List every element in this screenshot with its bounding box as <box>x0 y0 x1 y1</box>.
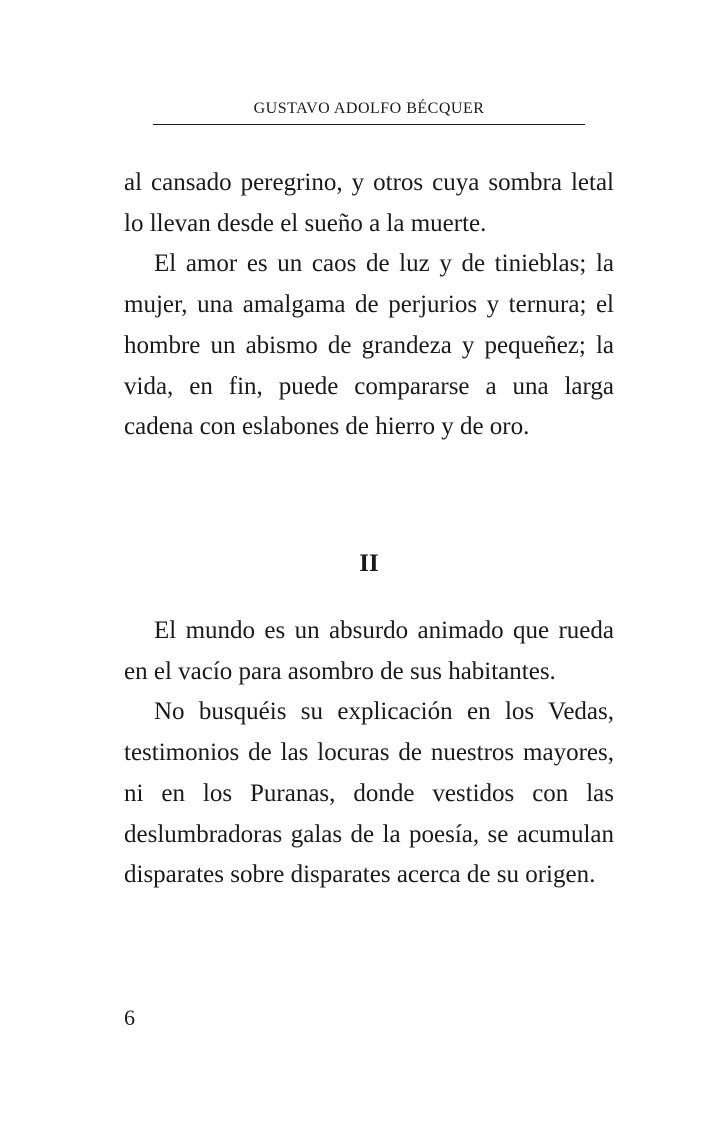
paragraph: El amor es un caos de luz y de tinieblas; la mujer, una amalgama de perjurios y ternura; el hombre un abismo de grandeza y pequeñez; la vida, en fin, puede compararse a una larga cadena con eslabones de hierro y de oro. <box>124 250 614 441</box>
paragraph: El mundo es un absurdo animado que rueda en el vacío para asombro de sus habitantes. <box>124 617 614 685</box>
section-heading: II <box>359 550 379 577</box>
paragraph-continuation: al cansado peregrino, y otros cuya sombra letal lo llevan desde el sueño a la muerte. <box>124 169 614 237</box>
running-header: GUSTAVO ADOLFO BÉCQUER <box>153 100 585 125</box>
text-block-1 <box>124 163 614 448</box>
page-number: 6 <box>124 1005 135 1030</box>
paragraph: No busquéis su explicación en los Vedas, testimonios de las locuras de nuestros mayores, ni en los Puranas, donde vestidos con las deslumbradoras galas de la poesía, se acumulan disparates sobre disparates acerca de su origen. <box>124 698 614 889</box>
text-block-2 <box>124 611 614 896</box>
